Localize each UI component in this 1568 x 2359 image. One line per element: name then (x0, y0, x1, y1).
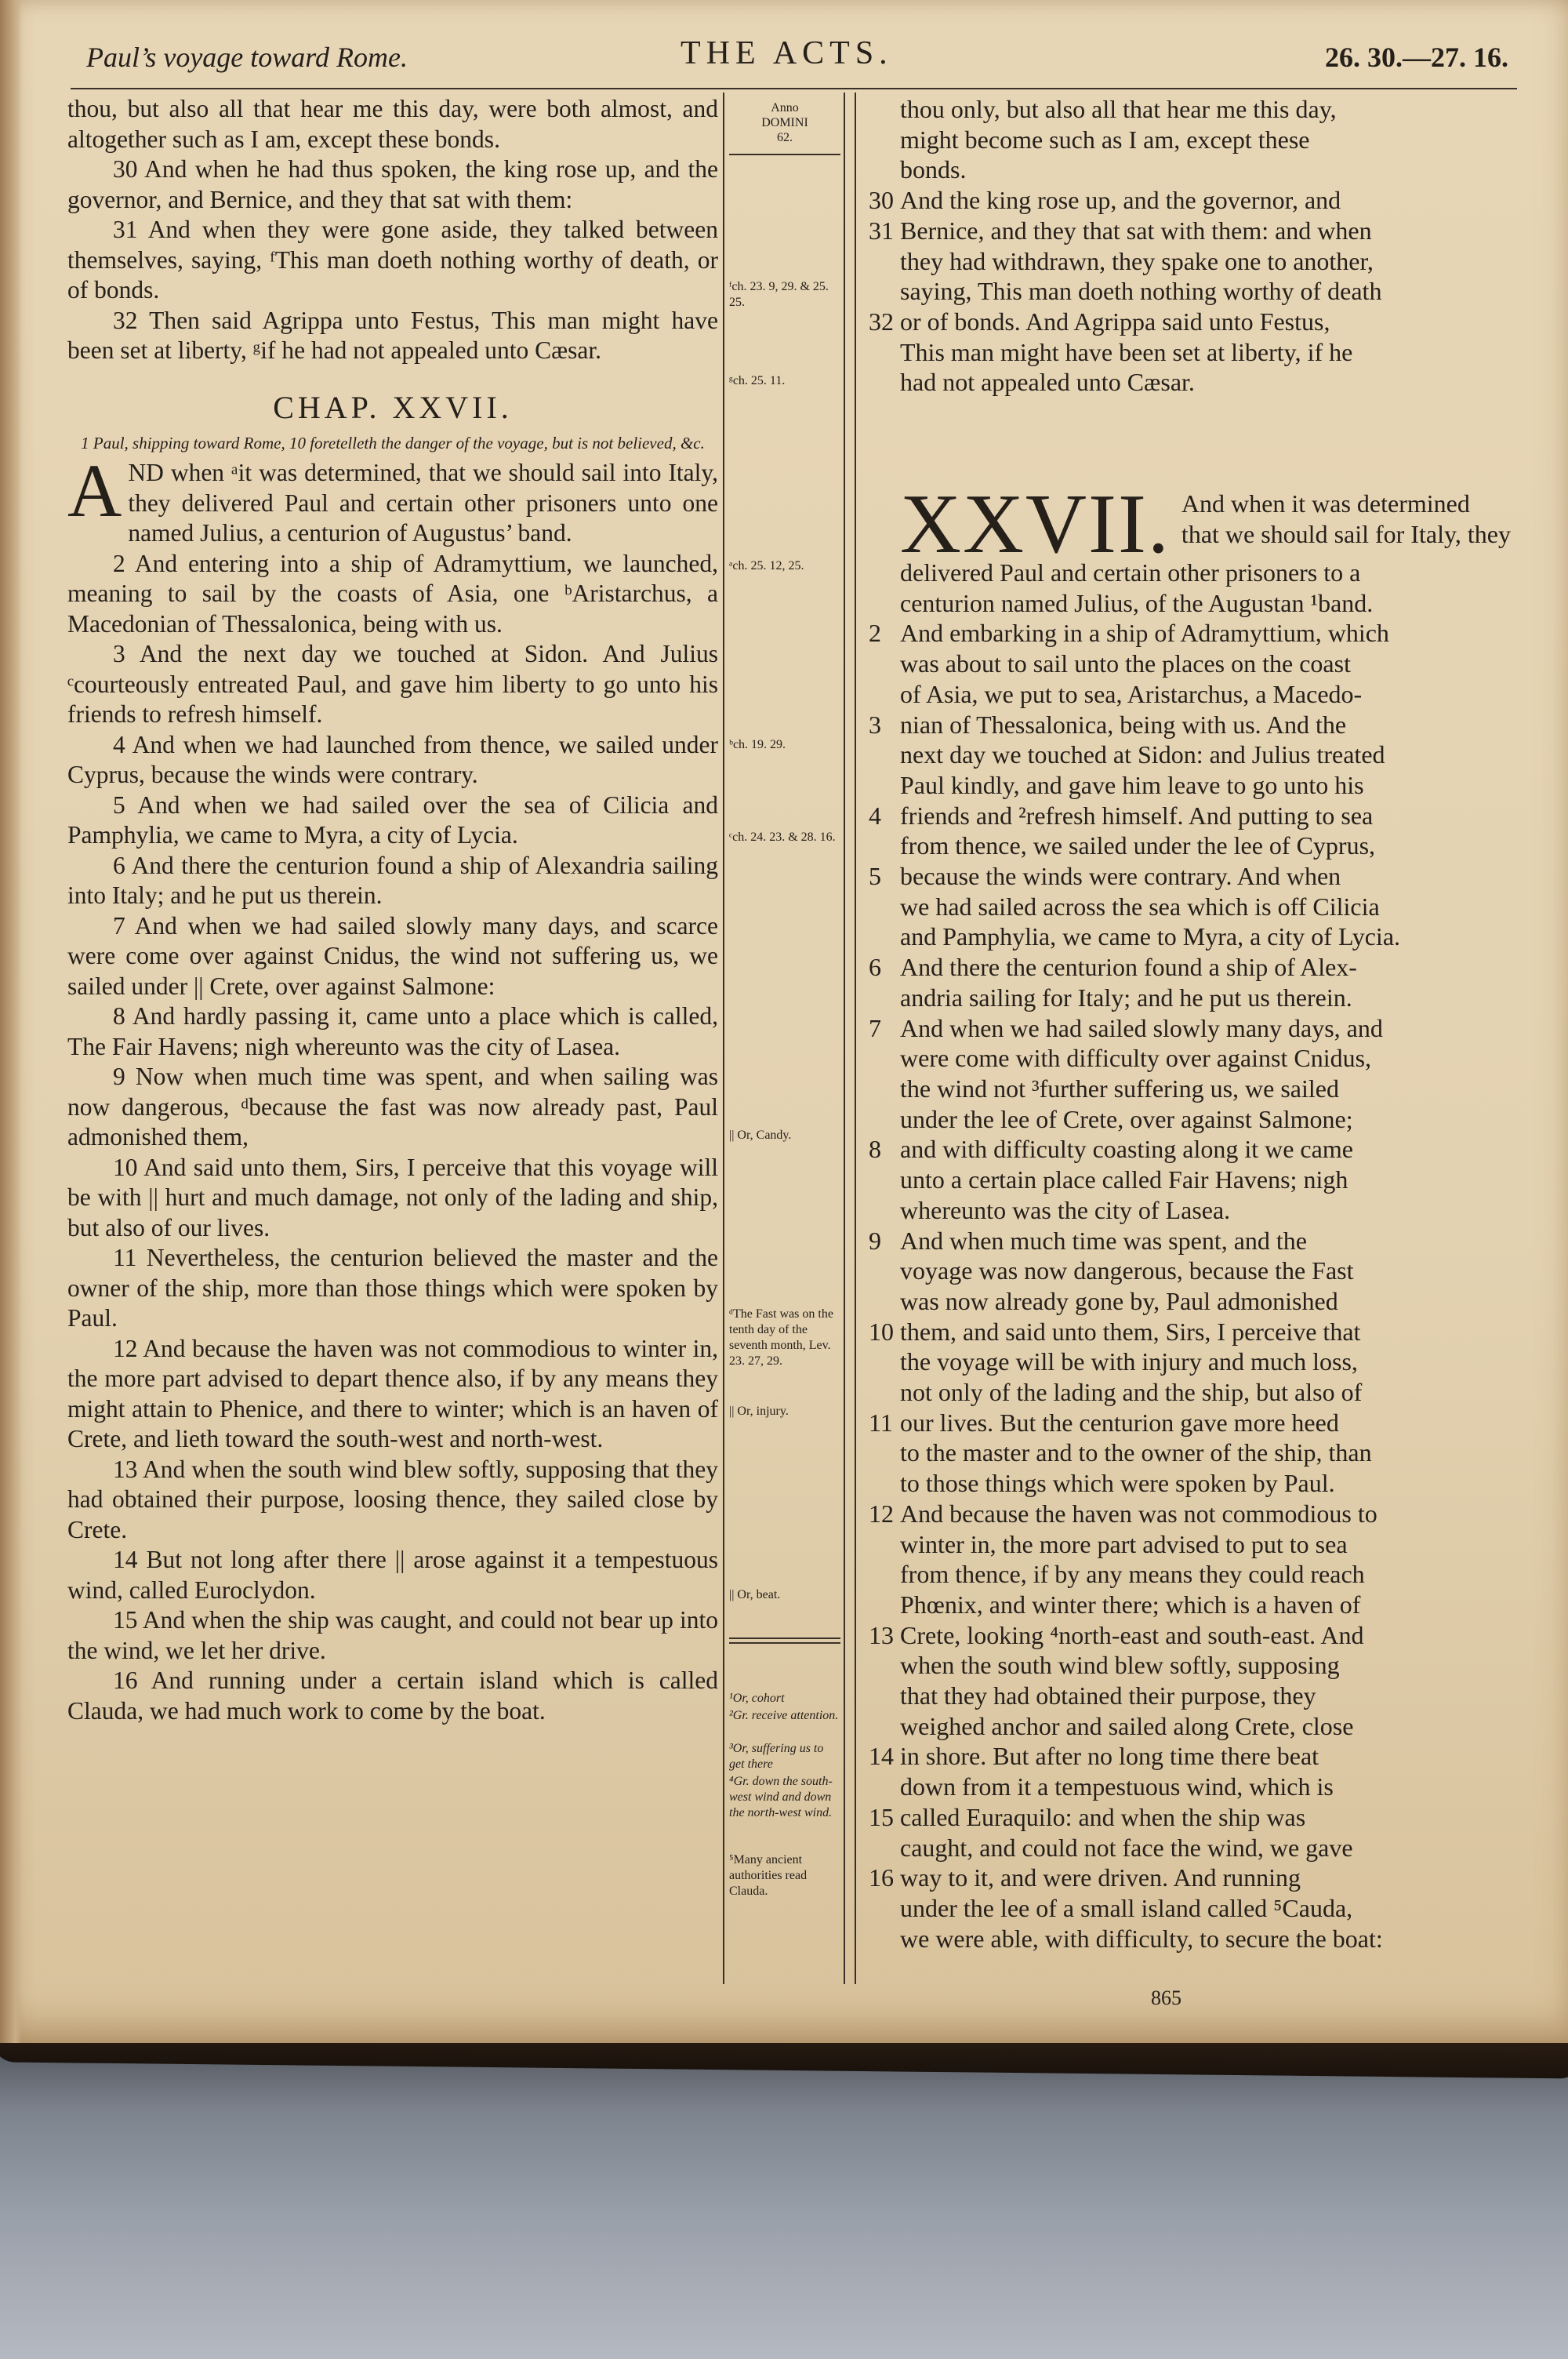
running-head-title: THE ACTS. (681, 35, 893, 71)
verse-number: 11 (869, 1408, 893, 1437)
anno-line: 62. (777, 131, 793, 144)
line-text: bonds. (900, 155, 967, 184)
verse-number (869, 1438, 900, 1468)
verse: 13 And when the south wind blew softly, supposing that they had obtained their purpose, loosing thence, they sailed close by Crete. (67, 1455, 718, 1543)
verse-number (869, 1377, 900, 1408)
line-text: thou only, but also all that hear me this day, (900, 95, 1337, 123)
text-line (869, 1772, 1513, 1802)
verse-number (869, 1681, 900, 1711)
line-text: we had sailed across the sea which is off Cilicia (900, 892, 1380, 921)
text-line (869, 1438, 1513, 1468)
line-text: And when we had sailed slowly many days, and (900, 1013, 1383, 1042)
line-text: caught, and could not face the wind, we gave (900, 1833, 1353, 1862)
text-line (869, 770, 1513, 801)
verse-number (869, 983, 900, 1013)
anno-line: Anno (771, 101, 799, 114)
line-text: to the master and to the owner of the ship, than (900, 1438, 1372, 1467)
verse: 16 And running under a certain island which is called Clauda, we had much work to come by the boat. (67, 1667, 718, 1725)
line-text: we were able, with difficulty, to secure the boat: (900, 1924, 1383, 1953)
text-line (869, 1195, 1513, 1226)
left-column-text (67, 94, 718, 1726)
text-line (869, 1468, 1513, 1499)
verse-number (869, 1043, 900, 1074)
line-text: And there the centurion found a ship of Alex- (900, 953, 1357, 982)
line-text: not only of the lading and the ship, but also of (900, 1378, 1363, 1407)
anno-rule (729, 154, 840, 155)
text-line (869, 588, 1513, 619)
line-text: Crete, looking ⁴north-east and south-east. And (900, 1620, 1364, 1649)
verse-number (869, 154, 900, 185)
margin-note: ⁴Gr. down the south-west wind and down the north-west wind. (729, 1775, 833, 1819)
line-text: called Euraquilo: and when the ship was (900, 1802, 1306, 1831)
verse-number: 5 (869, 862, 881, 891)
verse-number (869, 921, 900, 952)
verse-number: 8 (869, 1135, 881, 1164)
verse: 30 And when he had thus spoken, the king rose up, and the governor, and Bernice, and they that sat with them: (67, 155, 718, 213)
running-head-left: Paul’s voyage toward Rome. (86, 42, 408, 73)
text-line (869, 1620, 1513, 1651)
line-text: Bernice, and they that sat with them: and when (900, 216, 1372, 245)
text-line (869, 125, 1513, 155)
margin-ref: ᵍch. 25. 11. (729, 374, 786, 387)
verse-number (869, 1590, 900, 1620)
notes-rule (729, 1642, 840, 1644)
verse-number (869, 367, 900, 398)
text-line (869, 1833, 1513, 1863)
text-line (869, 1134, 1513, 1165)
verse-number (869, 1772, 900, 1802)
running-head-reference: 26. 30.—27. 16. (1325, 42, 1508, 73)
line-text: was now already gone by, Paul admonished (900, 1286, 1338, 1315)
verse: 10 And said unto them, Sirs, I perceive that this voyage will be with || hurt and much damage, not only of the lading and ship, but also of our lives. (67, 1153, 718, 1241)
text-line (869, 1347, 1513, 1377)
verse-number (869, 125, 900, 155)
verse-number (869, 1924, 900, 1954)
line-text: centurion named Julius, of the Augustan ¹band. (900, 588, 1374, 617)
text-line (869, 1711, 1513, 1742)
column-rule (844, 93, 845, 1984)
text-line (869, 1893, 1513, 1924)
text-line (869, 679, 1513, 710)
verse-number: 9 (869, 1226, 881, 1255)
drop-cap: A (67, 449, 122, 533)
line-text: and with difficulty coasting along it we came (900, 1135, 1353, 1164)
verse: 6 And there the centurion found a ship of Alexandria sailing into Italy; and he put us therein. (67, 851, 718, 909)
verse-number (869, 770, 900, 801)
text-line (869, 337, 1513, 368)
line-text: And the king rose up, and the governor, and (900, 186, 1341, 215)
line-text: the voyage will be with injury and much loss, (900, 1347, 1358, 1376)
verse-number: 7 (869, 1013, 881, 1042)
verse: 9 Now when much time was spent, and when sailing was now dangerous, ᵈbecause the fast was now already past, Paul admonished them, (67, 1063, 718, 1150)
verse-number (869, 337, 900, 368)
verse-number (869, 94, 900, 125)
text-line (869, 1013, 1513, 1044)
text-line (869, 1165, 1513, 1195)
verse: 32 Then said Agrippa unto Festus, This man might have been set at liberty, ᵍif he had not appealed unto Cæsar. (67, 306, 718, 364)
verse-number (869, 246, 900, 277)
column-rule (855, 93, 856, 1984)
line-text: This man might have been set at liberty, if he (900, 337, 1353, 366)
text-line (869, 1074, 1513, 1104)
margin-ref: ᵃch. 25. 12, 25. (729, 559, 804, 572)
line-text: weighed anchor and sailed along Crete, close (900, 1711, 1354, 1740)
anno-line: DOMINI (761, 116, 808, 129)
line-text: nian of Thessalonica, being with us. And the (900, 710, 1347, 739)
line-text: the wind not ³further suffering us, we sailed (900, 1074, 1339, 1103)
line-text: way to it, and were driven. And running (900, 1863, 1301, 1892)
text-line (869, 801, 1513, 831)
verse-number: 15 (869, 1802, 894, 1831)
text-line (869, 921, 1513, 952)
line-text: unto a certain place called Fair Havens; nigh (900, 1165, 1348, 1194)
anno-domini (729, 100, 840, 145)
verse-number: 32 (869, 307, 894, 336)
left-verse-list (67, 549, 718, 1727)
line-text: that they had obtained their purpose, they (900, 1681, 1316, 1710)
line-text: And embarking in a ship of Adramyttium, which (900, 619, 1389, 648)
line-text: voyage was now dangerous, because the Fast (900, 1256, 1354, 1285)
right-column-text (869, 94, 1513, 1954)
line-text: whereunto was the city of Lasea. (900, 1195, 1231, 1224)
text-line (869, 831, 1513, 861)
verse-number: 30 (869, 186, 894, 215)
text-line (869, 1256, 1513, 1286)
chapter-line: And when it was determined (1181, 489, 1470, 518)
margin-note: ⁵Many ancient authorities read Clauda. (729, 1853, 808, 1898)
margin-ref: ᵈThe Fast was on the tenth day of the seventh month, Lev. 23. 27, 29. (729, 1307, 833, 1368)
line-text: our lives. But the centurion gave more heed (900, 1408, 1339, 1437)
chapter-summary: 1 Paul, shipping toward Rome, 10 foretelleth the danger of the voyage, but is not believed, &c. (81, 434, 705, 453)
page-edge (0, 0, 22, 2043)
verse-number: 3 (869, 710, 881, 739)
text-line (869, 1802, 1513, 1833)
text-line (869, 710, 1513, 740)
line-text: might become such as I am, except these (900, 125, 1310, 154)
line-text: to those things which were spoken by Paul. (900, 1469, 1335, 1498)
verse-1 (67, 449, 718, 549)
line-text: they had withdrawn, they spake one to another, (900, 246, 1374, 275)
text-line (869, 1559, 1513, 1590)
verse-number (869, 1893, 900, 1924)
verse-number (869, 892, 900, 922)
line-text: And when much time was spent, and the (900, 1226, 1307, 1255)
margin-note: ¹Or, cohort (729, 1692, 785, 1705)
line-text: delivered Paul and certain other prisoners to a (900, 558, 1361, 587)
line-text: under the lee of a small island called ⁵Cauda, (900, 1893, 1353, 1922)
text-line (869, 1104, 1513, 1135)
margin-ref: ᶠch. 23. 9, 29. & 25. 25. (729, 280, 829, 309)
text-line (869, 246, 1513, 277)
verse: 7 And when we had sailed slowly many days, and scarce were come over against Cnidus, the wind not suffering us, we sailed under || Crete, over against Salmone: (67, 911, 718, 1000)
verse-number (869, 740, 900, 770)
spacer (869, 398, 1513, 489)
verse-number (869, 1559, 900, 1590)
notes-rule (729, 1637, 840, 1639)
verse-number (869, 1650, 900, 1681)
text-line (869, 649, 1513, 679)
verse-number (869, 276, 900, 307)
text-line (869, 1650, 1513, 1681)
verse-number (869, 1347, 900, 1377)
paragraph: thou, but also all that hear me this day, were both almost, and altogether such as I am, except these bonds. (67, 95, 718, 153)
text-line (869, 558, 1513, 588)
text-line (869, 861, 1513, 892)
verse-text: ND when ᵃit was determined, that we should sail into Italy, they delivered Paul and certain other prisoners unto one named Julius, a centurion of Augustus’ band. (128, 459, 718, 547)
chapter-opening (869, 478, 1513, 572)
verse-number (869, 831, 900, 861)
text-line (869, 367, 1513, 398)
text-line (869, 1377, 1513, 1408)
verse-number (869, 588, 900, 619)
verse-number (869, 679, 900, 710)
line-text: of Asia, we put to sea, Aristarchus, a Macedo- (900, 679, 1363, 708)
line-text: andria sailing for Italy; and he put us therein. (900, 983, 1352, 1012)
verse: 5 And when we had sailed over the sea of Cilicia and Pamphylia, we came to Myra, a city of Lycia. (67, 791, 718, 849)
verse-number (869, 558, 900, 588)
line-text: had not appealed unto Cæsar. (900, 368, 1195, 397)
line-text: and Pamphylia, we came to Myra, a city of Lycia. (900, 922, 1401, 951)
line-text: Phœnix, and winter there; which is a haven of (900, 1590, 1361, 1619)
margin-ref: ᶜch. 24. 23. & 28. 16. (729, 831, 836, 844)
verse: 15 And when the ship was caught, and could not bear up into the wind, we let her drive. (67, 1606, 718, 1664)
margin-ref: ᵇch. 19. 29. (729, 738, 786, 751)
line-text: was about to sail unto the places on the coast (900, 649, 1351, 678)
verse-number: 14 (869, 1742, 894, 1771)
line-text: down from it a tempestuous wind, which is (900, 1772, 1334, 1801)
text-line (869, 154, 1513, 185)
verse-number (869, 1256, 900, 1286)
text-line (869, 618, 1513, 649)
text-line (869, 1681, 1513, 1711)
line-text: from thence, if by any means they could reach (900, 1560, 1365, 1589)
margin-note: ³Or, suffering us to get there (729, 1742, 824, 1771)
verse-number (869, 649, 900, 679)
margin-ref: || Or, beat. (729, 1588, 781, 1601)
margin-note: ²Gr. receive attention. (729, 1709, 839, 1722)
text-line (869, 952, 1513, 983)
verse-number: 12 (869, 1499, 894, 1528)
verse: 14 But not long after there || arose against it a tempestuous wind, called Euroclydon. (67, 1546, 718, 1604)
verse-number: 31 (869, 216, 894, 245)
verse: 12 And because the haven was not commodious to winter in, the more part advised to depart thence also, if by any means they might attain to Phenice, and there to winter; which is an haven of Crete, and lieth toward the south-west and north-west. (67, 1334, 718, 1452)
text-line (869, 1043, 1513, 1074)
text-line (869, 307, 1513, 337)
chapter-numeral: XXVII. (900, 478, 1171, 572)
verse-number: 6 (869, 953, 881, 982)
verse: 2 And entering into a ship of Adramyttium, we launched, meaning to sail by the coasts of Asia, one ᵇAristarchus, a Macedonian of Thessalonica, being with us. (67, 549, 718, 638)
chapter-line: that we should sail for Italy, they (1181, 519, 1511, 548)
verse-number: 16 (869, 1863, 894, 1892)
text-line (869, 1590, 1513, 1620)
verse-number (869, 1074, 900, 1104)
chapter-heading: CHAP. XXVII. (273, 389, 513, 425)
line-text: from thence, we sailed under the lee of Cyprus, (900, 831, 1376, 860)
verse-number (869, 1468, 900, 1499)
right-top-lines (869, 94, 1513, 398)
verse-number (869, 1529, 900, 1560)
line-text: under the lee of Crete, over against Salmone; (900, 1104, 1353, 1133)
line-text: were come with difficulty over against Cnidus, (900, 1044, 1372, 1073)
line-text: when the south wind blew softly, supposing (900, 1651, 1340, 1680)
page-number: 865 (1151, 1986, 1181, 2009)
line-text: or of bonds. And Agrippa said unto Festus, (900, 307, 1330, 336)
line-text: next day we touched at Sidon: and Julius treated (900, 740, 1385, 769)
line-text: winter in, the more part advised to put to sea (900, 1529, 1348, 1558)
line-text: saying, This man doeth nothing worthy of death (900, 277, 1382, 306)
line-text: in shore. But after no long time there beat (900, 1742, 1319, 1771)
text-line (869, 983, 1513, 1013)
line-text: friends and ²refresh himself. And putting to sea (900, 801, 1374, 830)
verse-number: 4 (869, 801, 881, 830)
text-line (869, 185, 1513, 216)
verse-number (869, 1104, 900, 1135)
verse: 31 And when they were gone aside, they talked between themselves, saying, ᶠThis man doeth nothing worthy of death, or of bonds. (67, 216, 718, 304)
verse-number (869, 1195, 900, 1226)
margin-ref: || Or, injury. (729, 1405, 789, 1418)
line-text: them, and said unto them, Sirs, I perceive that (900, 1317, 1361, 1346)
text-line (869, 94, 1513, 125)
text-line (869, 1924, 1513, 1954)
verse: 3 And the next day we touched at Sidon. And Julius ᶜcourteously entreated Paul, and gave him liberty to go unto his friends to refresh himself. (67, 640, 718, 728)
text-line (869, 892, 1513, 922)
verse: 11 Nevertheless, the centurion believed the master and the owner of the ship, more than those things which were spoken by Paul. (67, 1244, 718, 1332)
line-text: because the winds were contrary. And when (900, 862, 1341, 891)
text-line (869, 1408, 1513, 1438)
text-line (869, 1741, 1513, 1772)
text-line (869, 1499, 1513, 1529)
text-line (869, 276, 1513, 307)
verse-number: 10 (869, 1317, 894, 1346)
text-line (869, 216, 1513, 246)
line-text: And because the haven was not commodious to (900, 1499, 1377, 1528)
text-line (869, 1226, 1513, 1256)
right-verse-list (869, 558, 1513, 1954)
verse-number (869, 1833, 900, 1863)
line-text: Paul kindly, and gave him leave to go unto his (900, 770, 1364, 799)
header-rule (71, 88, 1517, 89)
text-line (869, 1286, 1513, 1317)
text-line (869, 740, 1513, 770)
text-line (869, 1529, 1513, 1560)
verse-number: 13 (869, 1620, 894, 1649)
column-rule (723, 93, 724, 1984)
text-line (869, 1863, 1513, 1893)
margin-ref: || Or, Candy. (729, 1129, 792, 1142)
verse: 4 And when we had launched from thence, we sailed under Cyprus, because the winds were contrary. (67, 730, 718, 788)
verse-number (869, 1165, 900, 1195)
verse: 8 And hardly passing it, came unto a place which is called, The Fair Havens; nigh whereunto was the city of Lasea. (67, 1002, 718, 1060)
text-line (869, 1317, 1513, 1347)
verse-number (869, 1286, 900, 1317)
verse-number: 2 (869, 619, 881, 648)
verse-number (869, 1711, 900, 1742)
